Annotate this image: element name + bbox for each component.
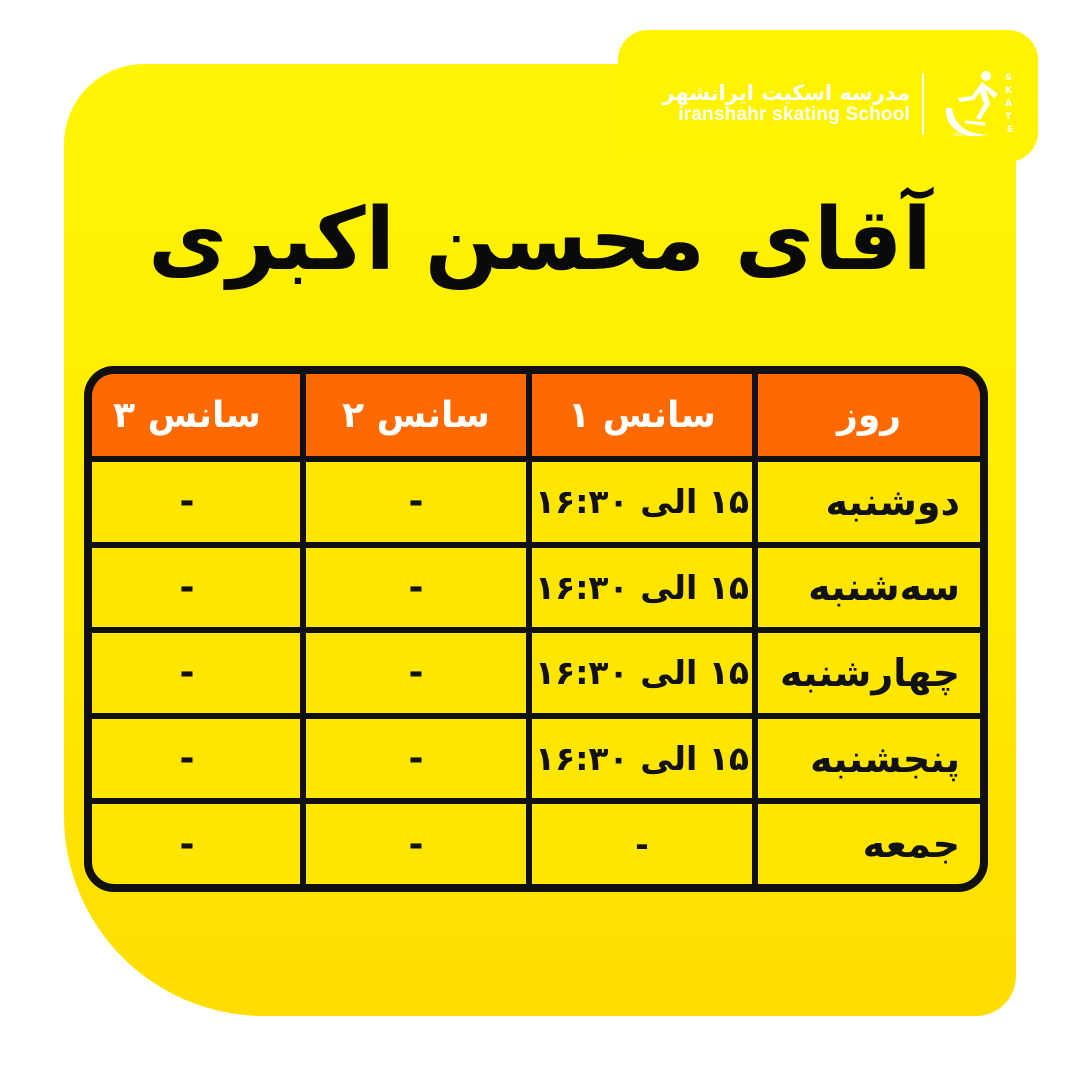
- schedule-table: [84, 366, 988, 892]
- table-cell-session-1: ۱۵ الی ۱۶:۳۰: [532, 548, 752, 628]
- table-row-day: جمعه: [758, 804, 980, 884]
- table-cell-session-1: ۱۵ الی ۱۶:۳۰: [532, 719, 752, 799]
- emblem-letters: S K A T E: [1004, 73, 1014, 135]
- school-logo: [640, 58, 1020, 150]
- header-session-2: سانس ۲: [306, 374, 526, 456]
- table-cell-session-3: -: [84, 804, 300, 884]
- table-cell-session-3: -: [84, 633, 300, 713]
- skater-emblem-icon: [936, 62, 1020, 146]
- emblem-small-text: best skate: [953, 132, 979, 138]
- instructor-name-title: آقای محسن اکبری: [148, 190, 932, 290]
- logo-name-en: iranshahr skating School: [678, 104, 910, 126]
- logo-text: [662, 82, 910, 126]
- table-cell-session-3: -: [84, 719, 300, 799]
- table-cell-session-1: ۱۵ الی ۱۶:۳۰: [532, 462, 752, 542]
- table-cell-session-1: ۱۵ الی ۱۶:۳۰: [532, 633, 752, 713]
- table-cell-session-2: -: [306, 548, 526, 628]
- table-cell-session-1: -: [532, 804, 752, 884]
- table-cell-session-3: -: [84, 548, 300, 628]
- logo-divider: [922, 73, 924, 135]
- header-session-3: سانس ۳: [84, 374, 300, 456]
- header-day: روز: [758, 374, 980, 456]
- table-row-day: پنجشنبه: [758, 719, 980, 799]
- table-cell-session-2: -: [306, 804, 526, 884]
- table-cell-session-2: -: [306, 633, 526, 713]
- header-session-1: سانس ۱: [532, 374, 752, 456]
- table-cell-session-2: -: [306, 719, 526, 799]
- table-row-day: چهارشنبه: [758, 633, 980, 713]
- table-cell-session-2: -: [306, 462, 526, 542]
- table-row-day: سه‌شنبه: [758, 548, 980, 628]
- table-row-day: دوشنبه: [758, 462, 980, 542]
- logo-name-fa: مدرسه اسکیت ایرانشهر: [662, 81, 910, 105]
- table-cell-session-3: -: [84, 462, 300, 542]
